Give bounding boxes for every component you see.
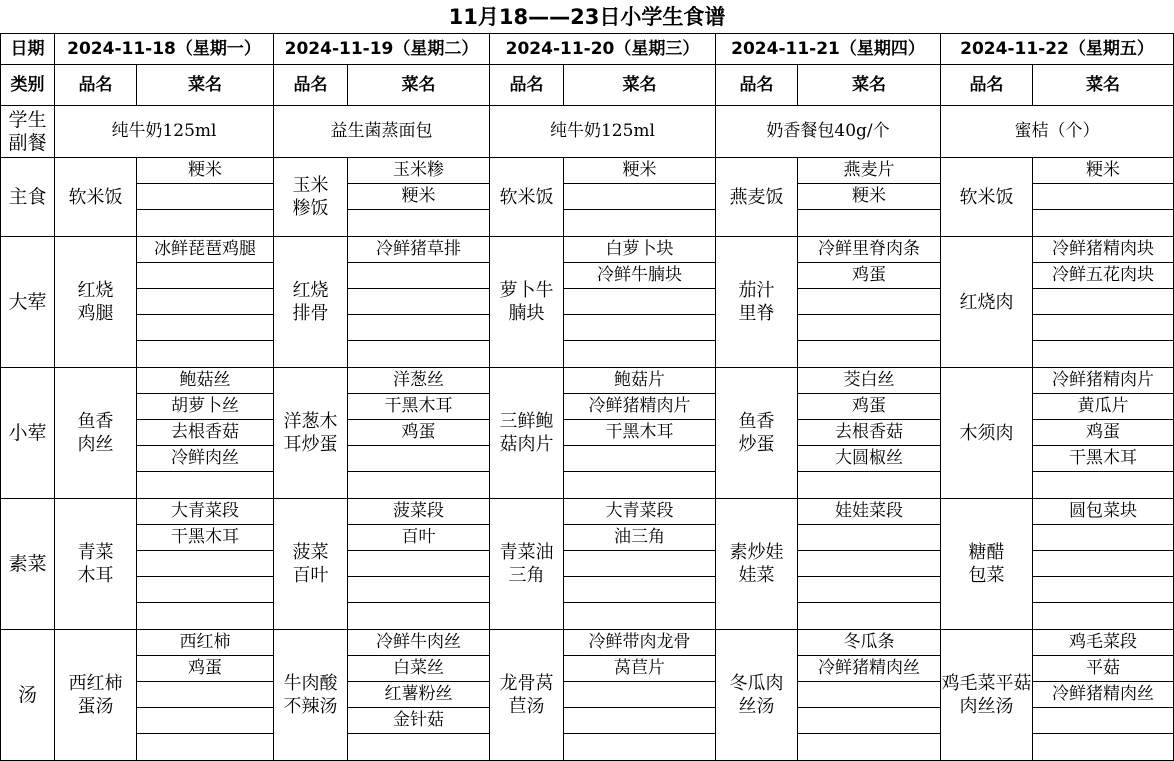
ingredient-cell bbox=[137, 734, 274, 761]
ingredient-cell bbox=[798, 289, 941, 315]
dish-name: 红烧肉 bbox=[941, 237, 1033, 368]
ingredient-cell: 去根香菇 bbox=[798, 420, 941, 446]
dish-name: 燕麦饭 bbox=[716, 158, 798, 237]
snack-row bbox=[1, 106, 1174, 158]
ingredient-cell: 冷鲜猪精肉块 bbox=[1033, 237, 1174, 263]
ingredient-cell: 冷鲜猪精肉丝 bbox=[1033, 682, 1174, 708]
ingredient-cell bbox=[137, 708, 274, 734]
dish-name: 红烧 排骨 bbox=[274, 237, 348, 368]
ingredient-cell: 胡萝卜丝 bbox=[137, 394, 274, 420]
ingredient-cell bbox=[798, 577, 941, 603]
ingredient-cell bbox=[1033, 341, 1174, 368]
ingredient-cell: 鸡毛菜段 bbox=[1033, 630, 1174, 656]
dish-name-header: 菜名 bbox=[564, 65, 716, 106]
item-name-header: 品名 bbox=[490, 65, 564, 106]
dish-name-header: 菜名 bbox=[798, 65, 941, 106]
ingredient-cell: 冬瓜条 bbox=[798, 630, 941, 656]
ingredient-cell bbox=[564, 682, 716, 708]
ingredient-cell bbox=[564, 577, 716, 603]
date-day-1: 2024-11-18（星期一） bbox=[55, 34, 274, 65]
dish-name: 洋葱木 耳炒蛋 bbox=[274, 368, 348, 499]
ingredient-cell: 鲍菇片 bbox=[564, 368, 716, 394]
category-label: 大荤 bbox=[1, 237, 55, 368]
date-day-4: 2024-11-21（星期四） bbox=[716, 34, 941, 65]
ingredient-cell bbox=[1033, 603, 1174, 630]
ingredient-cell: 大青菜段 bbox=[564, 499, 716, 525]
ingredient-cell: 冷鲜猪草排 bbox=[348, 237, 490, 263]
ingredient-cell: 大圆椒丝 bbox=[798, 446, 941, 472]
ingredient-cell: 燕麦片 bbox=[798, 158, 941, 184]
ingredient-cell bbox=[798, 472, 941, 499]
dish-name: 鸡毛菜平菇 肉丝汤 bbox=[941, 630, 1033, 761]
ingredient-cell: 冷鲜牛腩块 bbox=[564, 263, 716, 289]
column-header-row bbox=[1, 65, 1174, 106]
ingredient-cell: 鸡蛋 bbox=[137, 656, 274, 682]
dish-name-header: 菜名 bbox=[1033, 65, 1174, 106]
ingredient-cell bbox=[564, 708, 716, 734]
ingredient-cell bbox=[798, 551, 941, 577]
ingredient-cell: 粳米 bbox=[798, 184, 941, 210]
ingredient-cell bbox=[137, 184, 274, 210]
category-label: 小荤 bbox=[1, 368, 55, 499]
ingredient-cell bbox=[137, 289, 274, 315]
ingredient-cell bbox=[1033, 577, 1174, 603]
ingredient-cell bbox=[1033, 184, 1174, 210]
dish-name: 软米饭 bbox=[941, 158, 1033, 237]
snack-label: 学生 副餐 bbox=[1, 106, 55, 158]
ingredient-cell: 平菇 bbox=[1033, 656, 1174, 682]
dish-name: 鱼香 肉丝 bbox=[55, 368, 137, 499]
ingredient-cell bbox=[564, 446, 716, 472]
ingredient-cell bbox=[798, 708, 941, 734]
ingredient-cell bbox=[1033, 289, 1174, 315]
dish-name: 三鲜鲍 菇肉片 bbox=[490, 368, 564, 499]
ingredient-cell bbox=[137, 603, 274, 630]
date-day-2: 2024-11-19（星期二） bbox=[274, 34, 490, 65]
section-row bbox=[1, 368, 1174, 394]
ingredient-cell bbox=[348, 315, 490, 341]
dish-name: 冬瓜肉 丝汤 bbox=[716, 630, 798, 761]
ingredient-cell bbox=[564, 551, 716, 577]
category-label: 类别 bbox=[1, 65, 55, 106]
dish-name: 西红柿 蛋汤 bbox=[55, 630, 137, 761]
ingredient-cell bbox=[348, 734, 490, 761]
item-name-header: 品名 bbox=[716, 65, 798, 106]
ingredient-cell: 茭白丝 bbox=[798, 368, 941, 394]
snack-item-3: 纯牛奶125ml bbox=[490, 106, 716, 158]
dish-name-header: 菜名 bbox=[137, 65, 274, 106]
date-label: 日期 bbox=[1, 34, 55, 65]
ingredient-cell: 冷鲜里脊肉条 bbox=[798, 237, 941, 263]
ingredient-cell bbox=[137, 210, 274, 237]
ingredient-cell: 黄瓜片 bbox=[1033, 394, 1174, 420]
ingredient-cell: 白菜丝 bbox=[348, 656, 490, 682]
ingredient-cell: 鲍菇丝 bbox=[137, 368, 274, 394]
ingredient-cell bbox=[137, 341, 274, 368]
dish-name: 青菜油 三角 bbox=[490, 499, 564, 630]
dish-name: 软米饭 bbox=[490, 158, 564, 237]
ingredient-cell: 粳米 bbox=[564, 158, 716, 184]
ingredient-cell bbox=[137, 682, 274, 708]
ingredient-cell bbox=[1033, 210, 1174, 237]
ingredient-cell: 冷鲜五花肉块 bbox=[1033, 263, 1174, 289]
dish-name: 青菜 木耳 bbox=[55, 499, 137, 630]
ingredient-cell bbox=[1033, 708, 1174, 734]
ingredient-cell: 冷鲜猪精肉丝 bbox=[798, 656, 941, 682]
date-day-5: 2024-11-22（星期五） bbox=[941, 34, 1174, 65]
ingredient-cell: 去根香菇 bbox=[137, 420, 274, 446]
snack-item-2: 益生菌蒸面包 bbox=[274, 106, 490, 158]
ingredient-cell: 鸡蛋 bbox=[1033, 420, 1174, 446]
ingredient-cell bbox=[137, 263, 274, 289]
ingredient-cell: 洋葱丝 bbox=[348, 368, 490, 394]
dish-name: 糖醋 包菜 bbox=[941, 499, 1033, 630]
ingredient-cell: 大青菜段 bbox=[137, 499, 274, 525]
dish-name: 软米饭 bbox=[55, 158, 137, 237]
snack-item-1: 纯牛奶125ml bbox=[55, 106, 274, 158]
ingredient-cell: 莴苣片 bbox=[564, 656, 716, 682]
dish-name-header: 菜名 bbox=[348, 65, 490, 106]
ingredient-cell bbox=[348, 289, 490, 315]
ingredient-cell bbox=[137, 577, 274, 603]
category-label: 汤 bbox=[1, 630, 55, 761]
dish-name: 木须肉 bbox=[941, 368, 1033, 499]
ingredient-cell: 冷鲜肉丝 bbox=[137, 446, 274, 472]
ingredient-cell bbox=[348, 551, 490, 577]
ingredient-cell: 干黑木耳 bbox=[564, 420, 716, 446]
ingredient-cell: 娃娃菜段 bbox=[798, 499, 941, 525]
ingredient-cell: 白萝卜块 bbox=[564, 237, 716, 263]
ingredient-cell bbox=[798, 341, 941, 368]
section-row bbox=[1, 630, 1174, 656]
ingredient-cell bbox=[564, 472, 716, 499]
ingredient-cell bbox=[348, 603, 490, 630]
ingredient-cell: 冰鲜琵琶鸡腿 bbox=[137, 237, 274, 263]
ingredient-cell: 粳米 bbox=[348, 184, 490, 210]
section-row bbox=[1, 499, 1174, 525]
ingredient-cell bbox=[564, 289, 716, 315]
ingredient-cell: 干黑木耳 bbox=[348, 394, 490, 420]
ingredient-cell bbox=[564, 341, 716, 368]
dish-name: 菠菜 百叶 bbox=[274, 499, 348, 630]
ingredient-cell bbox=[1033, 525, 1174, 551]
ingredient-cell bbox=[564, 734, 716, 761]
ingredient-cell bbox=[348, 341, 490, 368]
ingredient-cell bbox=[1033, 315, 1174, 341]
ingredient-cell: 油三角 bbox=[564, 525, 716, 551]
dish-name: 红烧 鸡腿 bbox=[55, 237, 137, 368]
ingredient-cell: 冷鲜猪精肉片 bbox=[1033, 368, 1174, 394]
ingredient-cell: 西红柿 bbox=[137, 630, 274, 656]
ingredient-cell: 冷鲜带肉龙骨 bbox=[564, 630, 716, 656]
dish-name: 茄汁 里脊 bbox=[716, 237, 798, 368]
dish-name: 玉米 糁饭 bbox=[274, 158, 348, 237]
ingredient-cell bbox=[348, 446, 490, 472]
ingredient-cell bbox=[564, 184, 716, 210]
ingredient-cell bbox=[798, 682, 941, 708]
ingredient-cell: 玉米糁 bbox=[348, 158, 490, 184]
dish-name: 牛肉酸 不辣汤 bbox=[274, 630, 348, 761]
dish-name: 龙骨莴 苣汤 bbox=[490, 630, 564, 761]
ingredient-cell bbox=[137, 315, 274, 341]
ingredient-cell: 红薯粉丝 bbox=[348, 682, 490, 708]
ingredient-cell bbox=[1033, 551, 1174, 577]
ingredient-cell bbox=[137, 472, 274, 499]
ingredient-cell bbox=[564, 603, 716, 630]
ingredient-cell bbox=[137, 551, 274, 577]
menu-table bbox=[0, 33, 1174, 761]
date-day-3: 2024-11-20（星期三） bbox=[490, 34, 716, 65]
section-row bbox=[1, 237, 1174, 263]
item-name-header: 品名 bbox=[274, 65, 348, 106]
menu-title: 11月18——23日小学生食谱 bbox=[448, 5, 726, 29]
ingredient-cell: 百叶 bbox=[348, 525, 490, 551]
date-row bbox=[1, 34, 1174, 65]
ingredient-cell: 鸡蛋 bbox=[798, 263, 941, 289]
ingredient-cell: 粳米 bbox=[1033, 158, 1174, 184]
ingredient-cell: 干黑木耳 bbox=[1033, 446, 1174, 472]
ingredient-cell bbox=[798, 315, 941, 341]
ingredient-cell: 冷鲜猪精肉片 bbox=[564, 394, 716, 420]
ingredient-cell bbox=[348, 263, 490, 289]
ingredient-cell bbox=[798, 210, 941, 237]
ingredient-cell bbox=[798, 525, 941, 551]
dish-name: 萝卜牛 腩块 bbox=[490, 237, 564, 368]
ingredient-cell: 干黑木耳 bbox=[137, 525, 274, 551]
ingredient-cell bbox=[1033, 472, 1174, 499]
dish-name: 鱼香 炒蛋 bbox=[716, 368, 798, 499]
ingredient-cell: 圆包菜块 bbox=[1033, 499, 1174, 525]
ingredient-cell: 冷鲜牛肉丝 bbox=[348, 630, 490, 656]
ingredient-cell: 鸡蛋 bbox=[348, 420, 490, 446]
ingredient-cell bbox=[348, 210, 490, 237]
snack-item-4: 奶香餐包40g/个 bbox=[716, 106, 941, 158]
ingredient-cell: 鸡蛋 bbox=[798, 394, 941, 420]
category-label: 素菜 bbox=[1, 499, 55, 630]
ingredient-cell: 菠菜段 bbox=[348, 499, 490, 525]
ingredient-cell bbox=[1033, 734, 1174, 761]
ingredient-cell: 金针菇 bbox=[348, 708, 490, 734]
ingredient-cell bbox=[348, 577, 490, 603]
dish-name: 素炒娃 娃菜 bbox=[716, 499, 798, 630]
section-row bbox=[1, 158, 1174, 184]
ingredient-cell bbox=[564, 315, 716, 341]
category-label: 主食 bbox=[1, 158, 55, 237]
ingredient-cell: 粳米 bbox=[137, 158, 274, 184]
ingredient-cell bbox=[798, 734, 941, 761]
ingredient-cell bbox=[564, 210, 716, 237]
snack-item-5: 蜜桔（个） bbox=[941, 106, 1174, 158]
item-name-header: 品名 bbox=[55, 65, 137, 106]
item-name-header: 品名 bbox=[941, 65, 1033, 106]
ingredient-cell bbox=[798, 603, 941, 630]
ingredient-cell bbox=[348, 472, 490, 499]
